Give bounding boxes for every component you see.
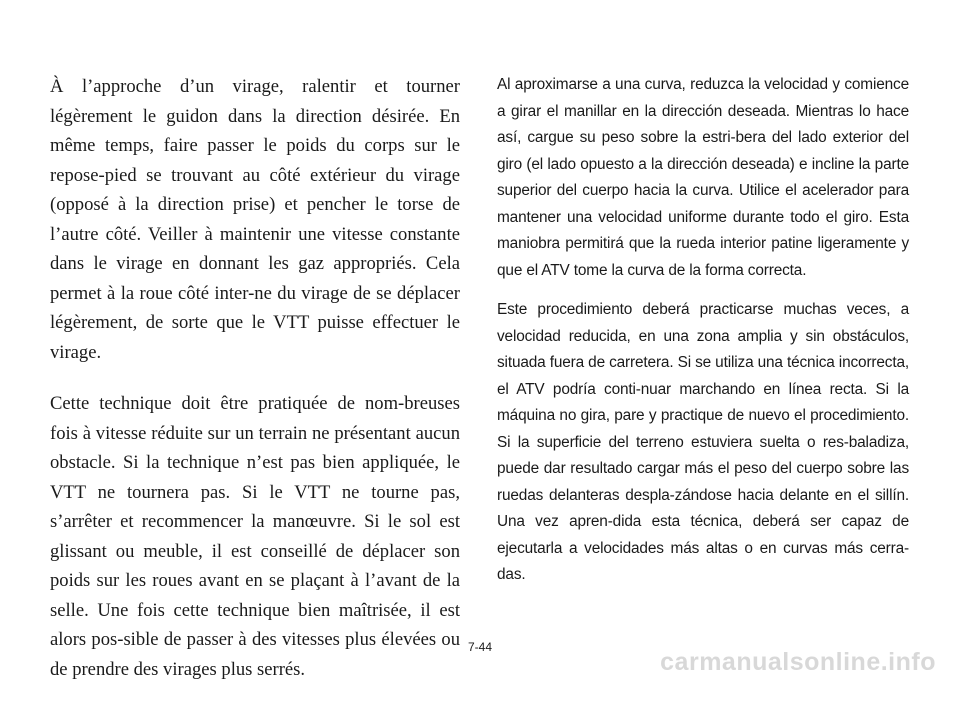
spanish-paragraph-1: Al aproximarse a una curva, reduzca la velocidad y comience a girar el manillar en la dirección deseada. Mientras lo hace así, cargue su peso sobre la estri-bera del lado exterior del giro (el lado opuesto a la dirección deseada) e incline la parte superior del cuerpo hacia la curva. Utilice el acelerador para mantener una velocidad uniforme durante todo el giro. Esta maniobra permitirá que la rueda interior patine ligeramente y que el ATV tome la curva de la forma correcta. bbox=[497, 76, 909, 279]
spanish-paragraph-2: Este procedimiento deberá practicarse muchas veces, a velocidad reducida, en una zona amplia y sin obstáculos, situada fuera de carretera. Si se utiliza una técnica incorrecta, el ATV podría conti-nuar marchando en línea recta. Si la máquina no gira, pare y practique de nuevo el procedimiento. Si la superficie del terreno estuviera suelta o res-baladiza, puede dar resultado cargar más el peso del cuerpo sobre las ruedas delanteras despla-zándose hacia delante en el sillín. Una vez apren-dida esta técnica, deberá ser capaz de ejecutarla a velocidades más altas o en curvas más cerra-das. bbox=[497, 301, 910, 583]
page-number: 7-44 bbox=[467, 640, 493, 654]
french-paragraph-1: À l’approche d’un virage, ralentir et tourner légèrement le guidon dans la direction désirée. En même temps, faire passer le poids du corps sur le repose-pied se trouvant au côté extérieur du virage (opposé à la direction prise) et pencher le torse de l’autre côté. Veiller à maintenir une vitesse constante dans le virage en donnant les gaz appropriés. Cela permet à la roue côté inter-ne du virage de se déplacer légèrement, de sorte que le VTT puisse effectuer le virage. bbox=[50, 76, 460, 363]
watermark-logo: carmanualsonline.info bbox=[660, 648, 936, 676]
french-text-column bbox=[50, 72, 460, 706]
spanish-text-column bbox=[497, 72, 909, 602]
french-paragraph-2: Cette technique doit être pratiquée de nom-breuses fois à vitesse réduite sur un terrain ne présentant aucun obstacle. Si la technique n’est pas bien appliquée, le VTT ne tournera pas. Si le VTT ne tourne pas, s’arrêter et recommencer la manœuvre. Si le sol est glissant ou meuble, il est conseillé de déplacer son poids sur les roues avant en se plaçant à l’avant de la selle. Une fois cette technique bien maîtrisée, il est alors pos-sible de passer à des vitesses plus élevées ou de prendre des virages plus serrés. bbox=[50, 393, 460, 680]
